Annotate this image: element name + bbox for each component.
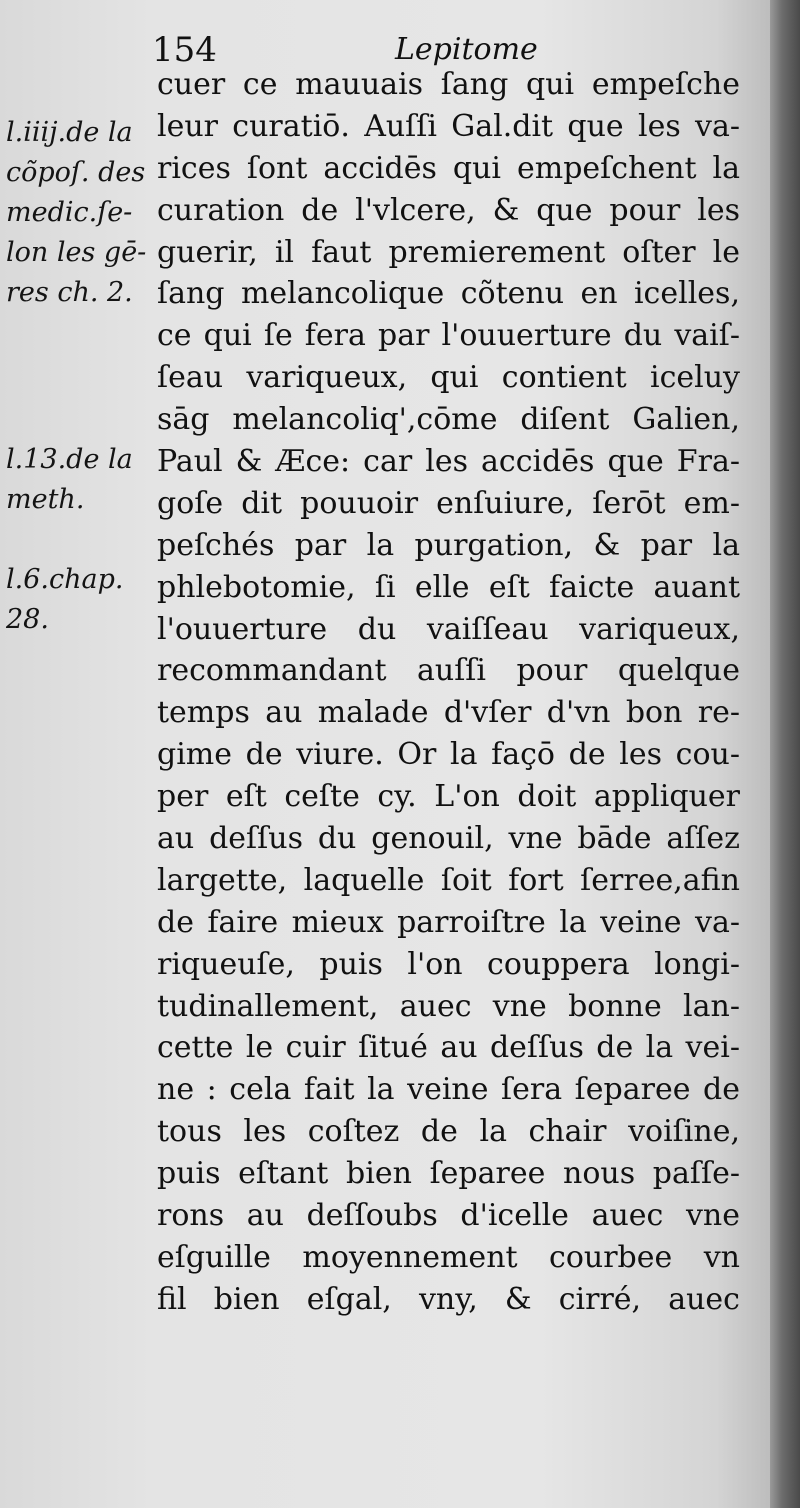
text-line: rices ſont accidēs qui empeſchent la (157, 150, 740, 186)
text-line: recommandant auſſi pour quelque (157, 653, 740, 689)
text-line: au deſſus du genouil, vne bāde aſſez (157, 821, 740, 857)
body-text (157, 64, 740, 1321)
text-line: l'ouuerture du vaiſſeau variqueux, (157, 611, 740, 647)
text-line: rons au deſſoubs d'icelle auec vne (157, 1198, 740, 1234)
text-line: temps au malade d'vſer d'vn bon re- (157, 695, 740, 731)
page-number: 154 (152, 30, 217, 70)
marginal-note-line: cõpoſ. des (6, 157, 146, 188)
marginal-note-line: 28. (6, 604, 49, 635)
text-line: peſchés par la purgation, & par la (157, 527, 740, 563)
marginal-note-line: res ch. 2. (6, 277, 133, 308)
text-line: leur curatiō. Auſſi Gal.dit que les va- (157, 108, 740, 144)
text-line: Paul & Æce: car les accidēs que Fra- (157, 444, 740, 480)
marginal-note-line: lon les gē- (6, 237, 147, 268)
text-line: ce qui ſe fera par l'ouuerture du vaiſ- (157, 318, 740, 354)
text-line: cette le cuir ſitué au deſſus de la vei- (157, 1030, 740, 1066)
text-line: guerir, il faut premierement oſter le (157, 234, 740, 270)
marginal-note-line: meth. (6, 484, 85, 515)
marginal-note (6, 440, 133, 520)
marginal-notes (6, 0, 156, 1508)
text-line: cuer ce mauuais ſang qui empeſche (157, 67, 740, 102)
text-line: ſeau variqueux, qui contient iceluy (157, 360, 740, 396)
text-line: riqueuſe, puis l'on couppera longi- (157, 946, 740, 982)
text-line: fil bien eſgal, vny, & cirré, auec (157, 1281, 740, 1317)
text-line: gime de viure. Or la façō de les cou- (157, 737, 740, 773)
text-line: largette, laquelle ſoit fort ſerree,afin (157, 862, 740, 898)
marginal-note-line: l.6.chap. (6, 564, 124, 595)
text-line: phlebotomie, ſi elle eſt faicte auant (157, 569, 740, 605)
text-line: de faire mieux parroiſtre la veine va- (157, 904, 740, 940)
text-line: ſang melancolique cõtenu en icelles, (157, 276, 740, 312)
text-line: per eſt ceſte cy. L'on doit appliquer (157, 779, 740, 815)
marginal-note-line: l.iiij.de la (6, 117, 133, 148)
text-line: sāg melancoliq',cōme diſent Galien, (157, 402, 740, 438)
text-line: ne : cela fait la veine ſera ſeparee de (157, 1072, 740, 1108)
text-line: puis eſtant bien ſeparee nous paſſe- (157, 1156, 740, 1192)
text-line: tudinallement, auec vne bonne lan- (157, 988, 740, 1024)
marginal-note (6, 560, 123, 640)
running-head: Lepitome (395, 32, 538, 67)
text-line: eſguille moyennement courbee vn (157, 1239, 740, 1275)
marginal-note-line: l.13.de la (6, 444, 133, 475)
text-line: goſe dit pouuoir enſuiure, ſerōt em- (157, 485, 740, 521)
marginal-note (6, 113, 146, 313)
text-line: tous les coſtez de la chair voiſine, (157, 1114, 740, 1150)
marginal-note-line: medic.ſe- (6, 197, 133, 228)
text-line: curation de l'vlcere, & que pour les (157, 192, 740, 228)
page-edge-shadow (770, 0, 800, 1508)
